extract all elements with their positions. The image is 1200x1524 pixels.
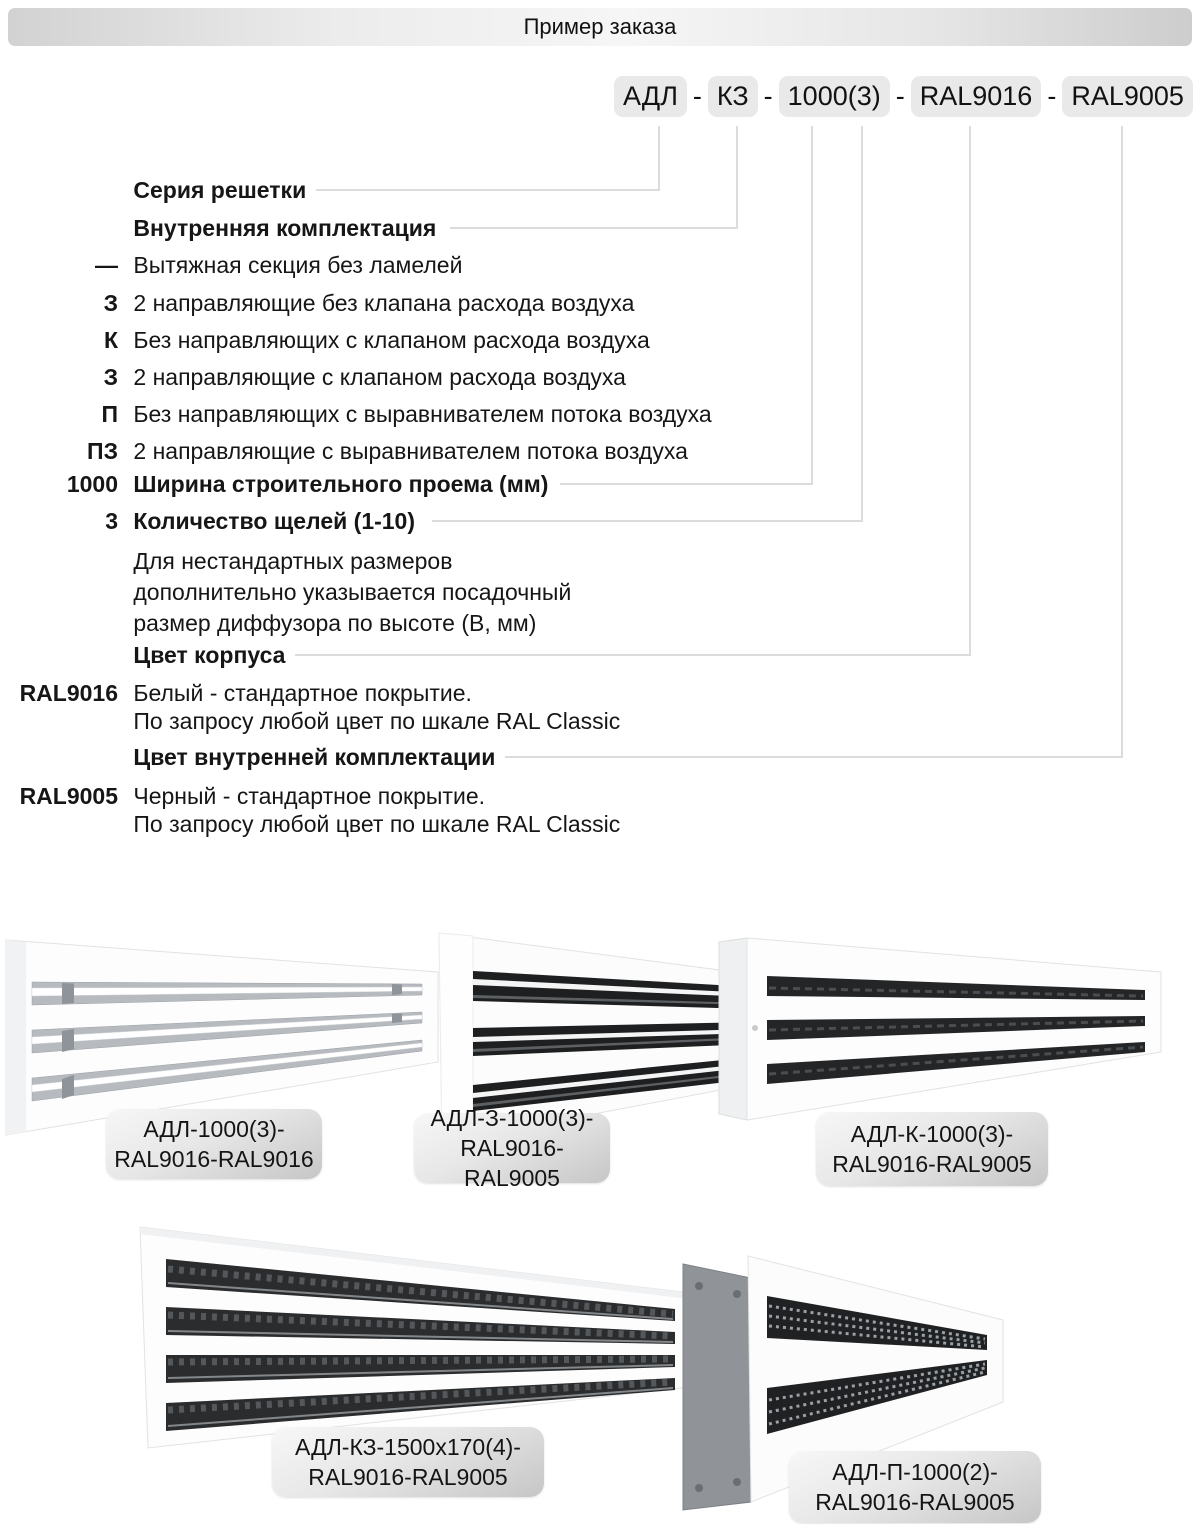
- product-label-line2: RAL9016-RAL9005: [832, 1151, 1032, 1177]
- legend-config-row: [0, 213, 446, 243]
- body-color-line2: По запросу любой цвет по шкале RAL Classic: [133, 708, 621, 734]
- product-label-line2: RAL9016-RAL9005: [815, 1489, 1015, 1515]
- order-code-separator: -: [692, 81, 702, 111]
- body-color-row: [0, 678, 472, 708]
- option-text: Вытяжная секция без ламелей: [133, 252, 463, 278]
- internal-color-label: Цвет внутренней комплектации: [133, 742, 505, 772]
- series-label: Серия решетки: [133, 175, 316, 205]
- body-color-row2: [0, 706, 620, 736]
- product-label: [789, 1451, 1041, 1523]
- product-label-line1: АДЛ-КЗ-1500х170(4)-: [295, 1434, 521, 1460]
- slots-text: Количество щелей (1-10): [133, 506, 425, 536]
- product-label-line1: АДЛ-1000(3)-: [143, 1116, 285, 1142]
- order-code-internal-color: RAL9005: [1062, 76, 1193, 117]
- product-label: [272, 1427, 544, 1497]
- order-code-separator: -: [1047, 81, 1057, 111]
- internal-color-row: [0, 781, 485, 811]
- product-label-line2: RAL9016-RAL9005: [460, 1135, 564, 1191]
- config-option-row: [0, 399, 712, 429]
- option-code: —: [95, 252, 118, 278]
- internal-config-label: Внутренняя комплектация: [133, 213, 446, 243]
- page-title: Пример заказа: [523, 14, 677, 39]
- width-text: Ширина строительного проема (мм): [133, 469, 558, 499]
- order-code-config: КЗ: [708, 76, 758, 117]
- product-label: [106, 1109, 322, 1179]
- option-text: 2 направляющие с клапаном расхода воздуха: [133, 364, 626, 390]
- body-color-label-row: [0, 640, 295, 670]
- product-label-line2: RAL9016-RAL9016: [114, 1146, 314, 1172]
- product-label-line1: АДЛ-П-1000(2)-: [832, 1459, 998, 1485]
- slots-row: [0, 506, 425, 536]
- option-text: Без направляющих с выравнивателем потока воздуха: [133, 401, 712, 427]
- option-text: Без направляющих с клапаном расхода воздуха: [133, 327, 650, 353]
- width-code: 1000: [66, 471, 118, 497]
- order-code-body-color: RAL9016: [911, 76, 1042, 117]
- config-option-row: [0, 250, 462, 280]
- internal-color-code: RAL9005: [19, 783, 118, 809]
- config-option-row: [0, 362, 626, 392]
- option-code: П: [101, 401, 118, 427]
- order-code-size: 1000(3): [779, 76, 890, 117]
- product-label-line2: RAL9016-RAL9005: [308, 1464, 508, 1490]
- body-color-line1: Белый - стандартное покрытие.: [133, 680, 472, 706]
- product-label: [414, 1105, 610, 1191]
- option-text: 2 направляющие с выравнивателем потока воздуха: [133, 438, 688, 464]
- internal-color-row2: [0, 809, 620, 839]
- product-label: [816, 1112, 1048, 1186]
- order-code-series: АДЛ: [614, 76, 687, 117]
- note-line: дополнительно указывается посадочный: [133, 579, 572, 605]
- option-code: К: [103, 327, 118, 353]
- legend-series-row: [0, 175, 316, 205]
- config-option-row: [0, 436, 688, 466]
- internal-color-label-row: [0, 742, 505, 772]
- slots-code: 3: [105, 508, 118, 534]
- product-photo-adl-white: [0, 925, 440, 1140]
- product-label-line1: АДЛ-З-1000(3)-: [430, 1105, 594, 1131]
- note-line: Для нестандартных размеров: [133, 548, 453, 574]
- body-color-label: Цвет корпуса: [133, 640, 295, 670]
- order-code-separator: -: [895, 81, 905, 111]
- option-text: 2 направляющие без клапана расхода воздуха: [133, 290, 635, 316]
- product-photo-adl-k-valve: [715, 928, 1165, 1130]
- internal-color-line2: По запросу любой цвет по шкале RAL Classic: [133, 811, 621, 837]
- order-code-separator: -: [763, 81, 773, 111]
- option-code: З: [103, 290, 118, 316]
- body-color-code: RAL9016: [19, 680, 118, 706]
- internal-color-line1: Черный - стандартное покрытие.: [133, 783, 485, 809]
- product-label-line1: АДЛ-К-1000(3)-: [850, 1121, 1014, 1147]
- config-option-row: [0, 325, 650, 355]
- option-code: З: [103, 364, 118, 390]
- width-row: [0, 469, 558, 499]
- config-option-row: [0, 288, 634, 318]
- note-line: размер диффузора по высоте (В, мм): [133, 610, 537, 636]
- option-code: ПЗ: [87, 438, 118, 464]
